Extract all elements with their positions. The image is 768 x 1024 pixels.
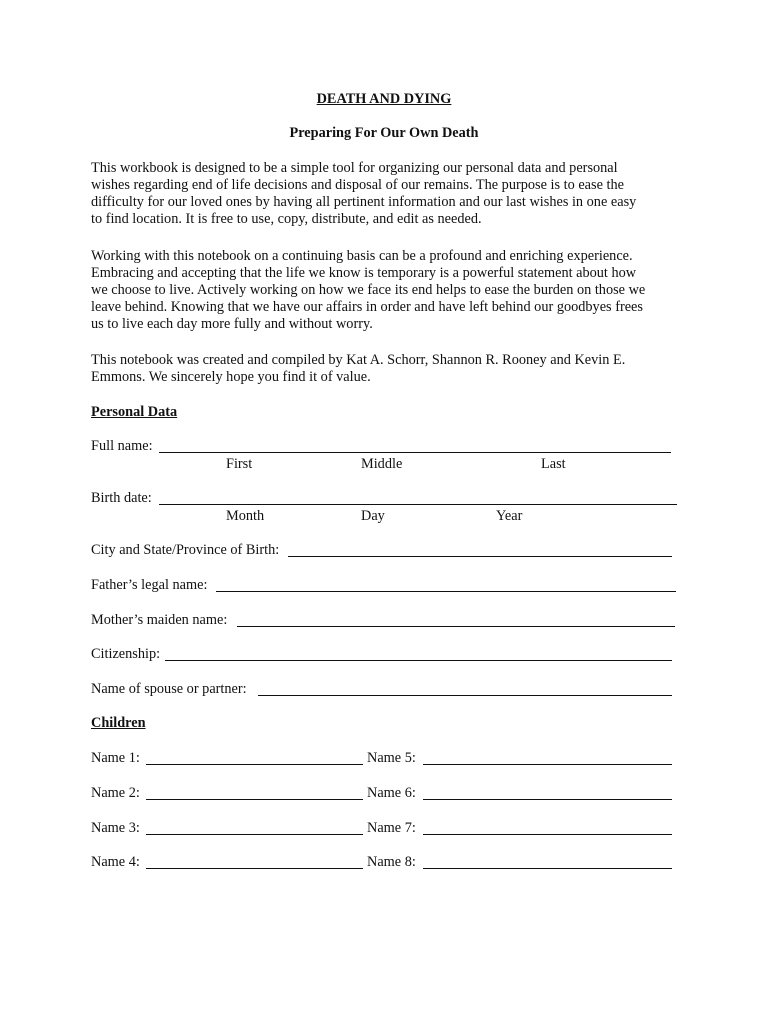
paragraph-line: wishes regarding end of life decisions and disposal of our remains. The purpose is to ease the: [91, 177, 624, 193]
paragraph-line: Working with this notebook on a continuing basis can be a profound and enriching experience.: [91, 248, 633, 264]
child-7-field[interactable]: [423, 834, 672, 835]
citizenship-label: Citizenship:: [91, 646, 161, 662]
child-8-label: Name 8:: [367, 854, 416, 870]
paragraph-line: difficulty for our loved ones by having all pertinent information and our last wishes in one easy: [91, 194, 637, 210]
intro-paragraph-2: [91, 248, 691, 333]
mother-name-field[interactable]: [237, 626, 675, 627]
child-7-label: Name 7:: [367, 820, 416, 836]
intro-paragraph-3: [91, 352, 691, 386]
full-name-label: Full name:: [91, 438, 153, 454]
spouse-name-label: Name of spouse or partner:: [91, 681, 247, 697]
paragraph-line: us to live each day more fully and without worry.: [91, 316, 373, 332]
father-name-label: Father’s legal name:: [91, 577, 208, 593]
birth-place-label: City and State/Province of Birth:: [91, 542, 280, 558]
child-8-field[interactable]: [423, 868, 672, 869]
intro-paragraph-1: [91, 160, 691, 228]
birth-date-month-caption: Month: [226, 508, 265, 524]
child-1-field[interactable]: [146, 764, 363, 765]
child-5-field[interactable]: [423, 764, 672, 765]
paragraph-line: we choose to live. Actively working on how we face its end helps to ease the burden on those we: [91, 282, 646, 298]
full-name-field[interactable]: [159, 452, 671, 453]
father-name-field[interactable]: [216, 591, 676, 592]
birth-date-field[interactable]: [159, 504, 677, 505]
document-title: DEATH AND DYING: [316, 91, 452, 107]
child-6-field[interactable]: [423, 799, 672, 800]
personal-data-heading: Personal Data: [91, 404, 178, 420]
paragraph-line: leave behind. Knowing that we have our affairs in order and have left behind our goodbyes frees: [91, 299, 643, 315]
paragraph-line: Emmons. We sincerely hope you find it of value.: [91, 369, 371, 385]
child-3-field[interactable]: [146, 834, 363, 835]
citizenship-field[interactable]: [165, 660, 672, 661]
child-2-label: Name 2:: [91, 785, 140, 801]
birth-place-field[interactable]: [288, 556, 672, 557]
full-name-middle-caption: Middle: [361, 456, 403, 472]
child-4-label: Name 4:: [91, 854, 140, 870]
paragraph-line: Embracing and accepting that the life we know is temporary is a powerful statement about how: [91, 265, 637, 281]
child-2-field[interactable]: [146, 799, 363, 800]
paragraph-line: This workbook is designed to be a simple tool for organizing our personal data and personal: [91, 160, 618, 176]
child-3-label: Name 3:: [91, 820, 140, 836]
child-4-field[interactable]: [146, 868, 363, 869]
full-name-first-caption: First: [226, 456, 253, 472]
child-1-label: Name 1:: [91, 750, 140, 766]
full-name-last-caption: Last: [541, 456, 566, 472]
children-heading: Children: [91, 715, 146, 731]
spouse-name-field[interactable]: [258, 695, 672, 696]
document-subtitle: Preparing For Our Own Death: [289, 125, 479, 141]
paragraph-line: to find location. It is free to use, copy, distribute, and edit as needed.: [91, 211, 482, 227]
child-6-label: Name 6:: [367, 785, 416, 801]
birth-date-day-caption: Day: [361, 508, 385, 524]
mother-name-label: Mother’s maiden name:: [91, 612, 228, 628]
paragraph-line: This notebook was created and compiled by Kat A. Schorr, Shannon R. Rooney and Kevin E.: [91, 352, 626, 368]
birth-date-label: Birth date:: [91, 490, 152, 506]
birth-date-year-caption: Year: [496, 508, 523, 524]
child-5-label: Name 5:: [367, 750, 416, 766]
